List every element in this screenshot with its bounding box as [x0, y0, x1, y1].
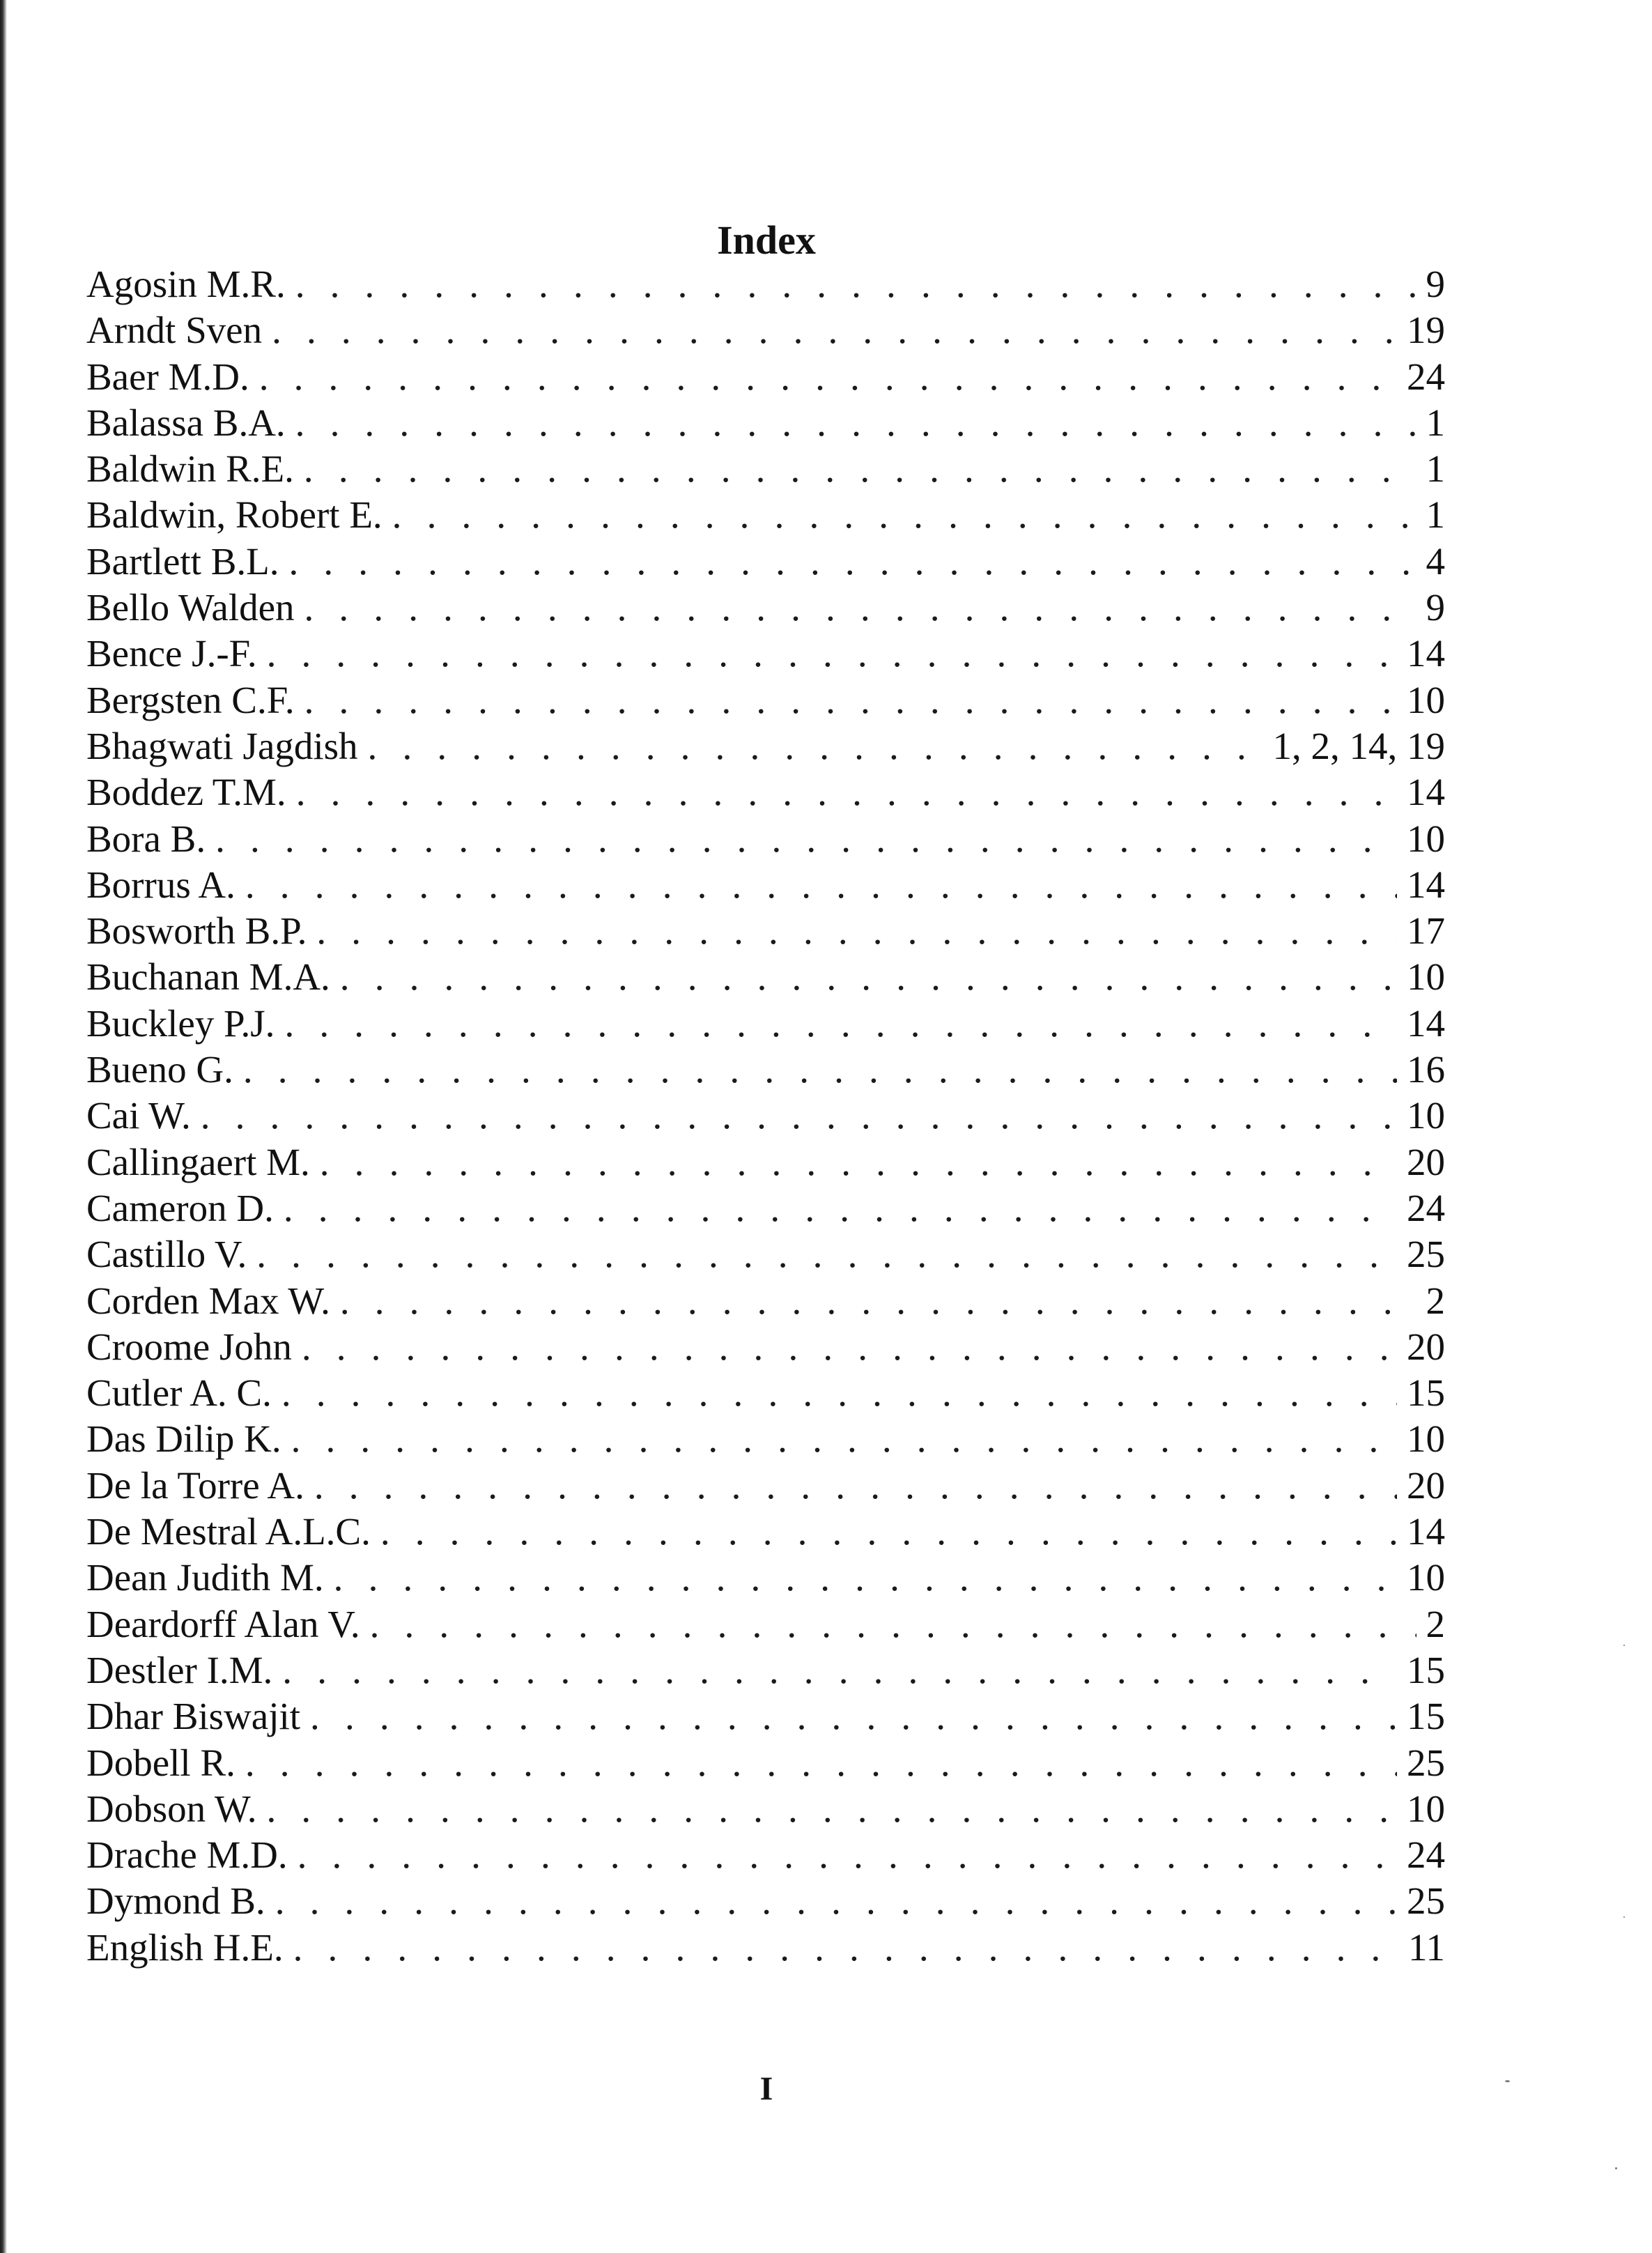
index-entry-pages: 20	[1407, 1325, 1445, 1368]
index-entry-pages: 24	[1407, 355, 1445, 398]
dot-leader	[259, 354, 1397, 400]
index-entry	[86, 492, 1445, 538]
index-entry-pages: 10	[1407, 678, 1445, 721]
index-entry-pages: 9	[1426, 263, 1445, 305]
index-entry	[86, 862, 1445, 908]
index-entry	[86, 1740, 1445, 1786]
index-entry-pages: 10	[1407, 817, 1445, 860]
index-entry-pages: 4	[1426, 539, 1445, 583]
index-entry-name: Balassa B.A.	[86, 401, 286, 444]
index-entry-name: Buckley P.J.	[86, 1001, 275, 1045]
index-entry	[86, 1925, 1445, 1971]
index-entry-name: Bence J.-F.	[86, 632, 257, 675]
index-entry-pages: 9	[1426, 586, 1445, 629]
index-entry	[86, 1231, 1445, 1277]
index-entry-name: De la Torre A.	[86, 1463, 304, 1507]
page-title: Index	[717, 217, 816, 263]
dot-leader	[288, 539, 1416, 585]
index-entry-pages: 1	[1426, 401, 1445, 444]
index-entry-name: Dean Judith M.	[86, 1556, 324, 1599]
index-entry	[86, 723, 1445, 769]
index-entry-name: Dobson W.	[86, 1787, 257, 1830]
index-entry-name: Corden Max W.	[86, 1279, 330, 1322]
index-entry-name: Das Dilip K.	[86, 1417, 281, 1461]
scan-speck	[1623, 1645, 1625, 1646]
dot-leader	[304, 677, 1397, 723]
dot-leader	[267, 1786, 1398, 1832]
page-binding-edge	[0, 0, 7, 2253]
index-entry-name: Cutler A. C.	[86, 1371, 272, 1415]
index-entry-name: Dhar Biswajit	[86, 1695, 301, 1738]
index-entry	[86, 954, 1445, 1000]
dot-leader	[310, 1693, 1397, 1739]
index-entry-pages: 10	[1407, 1556, 1445, 1599]
dot-leader	[282, 1647, 1397, 1693]
dot-leader	[281, 1370, 1397, 1416]
index-entry	[86, 1324, 1445, 1370]
index-entry-name: Baldwin R.E.	[86, 447, 294, 491]
index-entry-name: De Mestral A.L.C.	[86, 1510, 371, 1553]
index-entry-pages: 10	[1407, 955, 1445, 999]
index-entry-pages: 14	[1407, 1001, 1445, 1045]
index-entry-name: Buchanan M.A.	[86, 955, 330, 999]
index-entry-name: Destler I.M.	[86, 1648, 273, 1691]
dot-leader	[298, 1832, 1397, 1878]
index-entry-pages: 14	[1407, 632, 1445, 675]
index-entry-pages: 15	[1407, 1648, 1445, 1691]
index-entry-name: Drache M.D.	[86, 1833, 288, 1877]
dot-leader	[215, 816, 1397, 862]
dot-leader	[295, 261, 1416, 307]
index-entry-name: Arndt Sven	[86, 309, 263, 352]
dot-leader	[293, 1925, 1398, 1971]
dot-leader	[340, 1278, 1416, 1324]
index-entry-pages: 2	[1426, 1279, 1445, 1322]
page-number: I	[759, 2070, 773, 2107]
dot-leader	[256, 1231, 1397, 1277]
index-entry	[86, 354, 1445, 400]
index-entry-name: Bello Walden	[86, 586, 295, 629]
scan-speck	[1615, 2167, 1617, 2169]
index-entry	[86, 1416, 1445, 1462]
dot-leader	[245, 1740, 1397, 1786]
index-entry-pages: 14	[1407, 771, 1445, 814]
index-entry-pages: 17	[1407, 909, 1445, 953]
index-entry	[86, 1463, 1445, 1509]
index-entry-name: Boddez T.M.	[86, 771, 286, 814]
index-entry-pages: 2	[1426, 1602, 1445, 1645]
index-entry	[86, 908, 1445, 954]
index-entry-name: Bueno G.	[86, 1048, 233, 1091]
index-entry-pages: 11	[1408, 1925, 1445, 1969]
dot-leader	[392, 492, 1416, 538]
index-entry	[86, 1878, 1445, 1924]
index-entry-pages: 20	[1407, 1140, 1445, 1183]
index-entry	[86, 307, 1445, 353]
index-entry-name: Castillo V.	[86, 1233, 247, 1276]
index-entry	[86, 1001, 1445, 1047]
index-list	[86, 261, 1445, 1971]
index-entry	[86, 446, 1445, 492]
index-entry-name: Baer M.D.	[86, 355, 249, 398]
index-entry-pages: 10	[1407, 1094, 1445, 1137]
dot-leader	[320, 1139, 1397, 1185]
dot-leader	[304, 585, 1416, 631]
index-entry	[86, 1047, 1445, 1093]
index-entry	[86, 631, 1445, 677]
dot-leader	[368, 723, 1263, 769]
index-entry	[86, 539, 1445, 585]
dot-leader	[314, 1463, 1397, 1509]
scan-speck	[1505, 2080, 1510, 2082]
index-entry-name: Cai W.	[86, 1094, 191, 1137]
index-entry-pages: 14	[1407, 1510, 1445, 1553]
index-entry	[86, 1093, 1445, 1139]
index-entry	[86, 400, 1445, 446]
index-entry-name: Agosin M.R.	[86, 263, 286, 305]
index-entry-pages: 14	[1407, 863, 1445, 906]
index-entry	[86, 1509, 1445, 1555]
dot-leader	[291, 1416, 1397, 1462]
dot-leader	[284, 1185, 1397, 1231]
dot-leader	[267, 631, 1397, 677]
index-entry	[86, 677, 1445, 723]
index-entry-name: Baldwin, Robert E.	[86, 493, 383, 537]
index-entry-name: English H.E.	[86, 1925, 284, 1969]
index-entry-name: Bora B.	[86, 817, 206, 860]
dot-leader	[275, 1878, 1397, 1924]
index-entry-name: Callingaert M.	[86, 1140, 310, 1183]
index-entry-pages: 25	[1407, 1879, 1445, 1923]
index-entry-name: Bergsten C.F.	[86, 678, 295, 721]
index-entry-name: Dymond B.	[86, 1879, 265, 1923]
index-entry-name: Cameron D.	[86, 1186, 274, 1229]
dot-leader	[370, 1601, 1416, 1647]
index-entry-pages: 16	[1407, 1048, 1445, 1091]
index-entry-pages: 15	[1407, 1695, 1445, 1738]
index-entry	[86, 769, 1445, 815]
index-entry-name: Deardorff Alan V.	[86, 1602, 360, 1645]
index-entry-pages: 24	[1407, 1186, 1445, 1229]
dot-leader	[243, 1047, 1397, 1093]
index-entry-pages: 25	[1407, 1233, 1445, 1276]
dot-leader	[380, 1509, 1397, 1555]
dot-leader	[340, 954, 1397, 1000]
index-entry-pages: 24	[1407, 1833, 1445, 1877]
index-entry	[86, 1601, 1445, 1647]
index-entry	[86, 1278, 1445, 1324]
index-entry	[86, 261, 1445, 307]
index-entry-name: Borrus A.	[86, 863, 236, 906]
dot-leader	[272, 307, 1397, 353]
index-entry	[86, 1555, 1445, 1601]
dot-leader	[245, 862, 1397, 908]
index-entry-pages: 19	[1407, 309, 1445, 352]
index-entry-pages: 25	[1407, 1741, 1445, 1784]
dot-leader	[295, 400, 1416, 446]
index-entry	[86, 1139, 1445, 1185]
index-entry	[86, 1647, 1445, 1693]
index-entry	[86, 1185, 1445, 1231]
index-entry-pages: 10	[1407, 1417, 1445, 1461]
index-entry-pages: 20	[1407, 1463, 1445, 1507]
index-entry	[86, 1370, 1445, 1416]
index-entry-pages: 1	[1426, 447, 1445, 491]
index-entry-name: Bhagwati Jagdish	[86, 724, 358, 767]
dot-leader	[302, 1324, 1397, 1370]
dot-leader	[316, 908, 1397, 954]
index-entry-name: Croome John	[86, 1325, 292, 1368]
index-entry	[86, 1832, 1445, 1878]
index-entry-pages: 10	[1407, 1787, 1445, 1830]
scan-speck	[1623, 1916, 1625, 1918]
dot-leader	[201, 1093, 1397, 1139]
index-entry	[86, 585, 1445, 631]
dot-leader	[284, 1001, 1397, 1047]
dot-leader	[334, 1555, 1397, 1601]
index-entry	[86, 816, 1445, 862]
dot-leader	[304, 446, 1416, 492]
index-entry	[86, 1693, 1445, 1739]
index-entry-pages: 15	[1407, 1371, 1445, 1415]
index-entry-name: Bosworth B.P.	[86, 909, 307, 953]
index-entry-name: Bartlett B.L.	[86, 539, 279, 583]
index-entry-pages: 1, 2, 14, 19	[1272, 724, 1445, 767]
index-entry	[86, 1786, 1445, 1832]
index-entry-name: Dobell R.	[86, 1741, 236, 1784]
index-entry-pages: 1	[1426, 493, 1445, 537]
dot-leader	[296, 769, 1397, 815]
